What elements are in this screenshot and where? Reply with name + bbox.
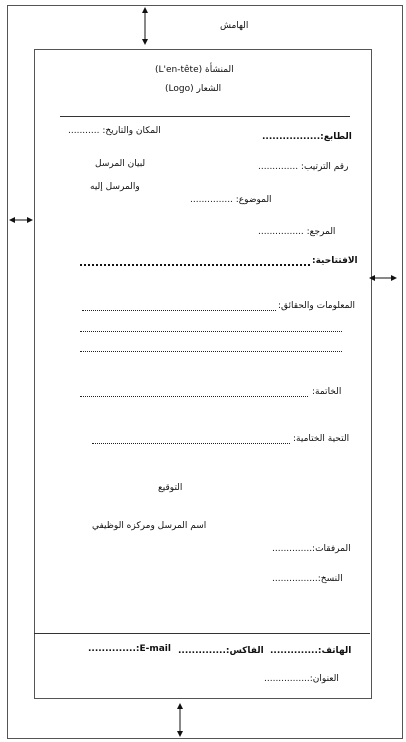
address-field: العنوان:................	[264, 674, 339, 684]
closing-label: الخاتمة:	[312, 387, 342, 397]
attachments-field: المرفقات:..............	[272, 544, 351, 554]
body-dotted-line-2	[80, 331, 342, 332]
copies-field: النسخ:................	[272, 574, 343, 584]
closing-dotted-line	[80, 396, 308, 397]
greeting-dotted-line	[92, 443, 290, 444]
margin-label: الهامش	[220, 21, 249, 31]
header-divider	[60, 116, 350, 117]
inner-page-frame	[34, 49, 372, 699]
sender-name-title: اسم المرسل ومركزه الوظيفي	[92, 521, 207, 531]
body-dotted-line-1	[82, 310, 276, 311]
footer-divider	[34, 633, 370, 634]
body-label: المعلومات والحقائق:	[278, 301, 356, 311]
logo-label: الشعار (Logo)	[165, 84, 222, 94]
reference-field: المرجع: ................	[258, 227, 336, 237]
fax-field: الفاكس:..............	[178, 646, 264, 656]
opening-dotted-line	[80, 264, 310, 266]
sender-label: لبيان المرسل	[95, 159, 146, 169]
body-dotted-line-3	[80, 351, 342, 352]
phone-field: الهاتف:..............	[270, 646, 352, 656]
email-field: ..............:E-mail	[88, 644, 171, 654]
top-margin-arrow-icon	[140, 6, 150, 46]
letterhead: المنشأة (L'en-tête)	[155, 65, 234, 75]
left-margin-arrow-icon	[8, 215, 34, 225]
place-date-field: المكان والتاريخ: ...........	[68, 126, 161, 136]
issuer-field: الطابع:.................	[262, 132, 352, 142]
recipient-label: والمرسل إليه	[90, 182, 140, 192]
subject-field: الموضوع: ...............	[190, 195, 272, 205]
serial-number-field: رقم الترتيب: ..............	[258, 162, 349, 172]
signature-label: التوقيع	[158, 483, 183, 493]
greeting-label: التحية الختامية:	[293, 434, 350, 444]
bottom-margin-arrow-icon	[175, 702, 185, 738]
opening-label: الافتتاحية:	[312, 256, 358, 266]
right-margin-arrow-icon	[368, 273, 398, 283]
